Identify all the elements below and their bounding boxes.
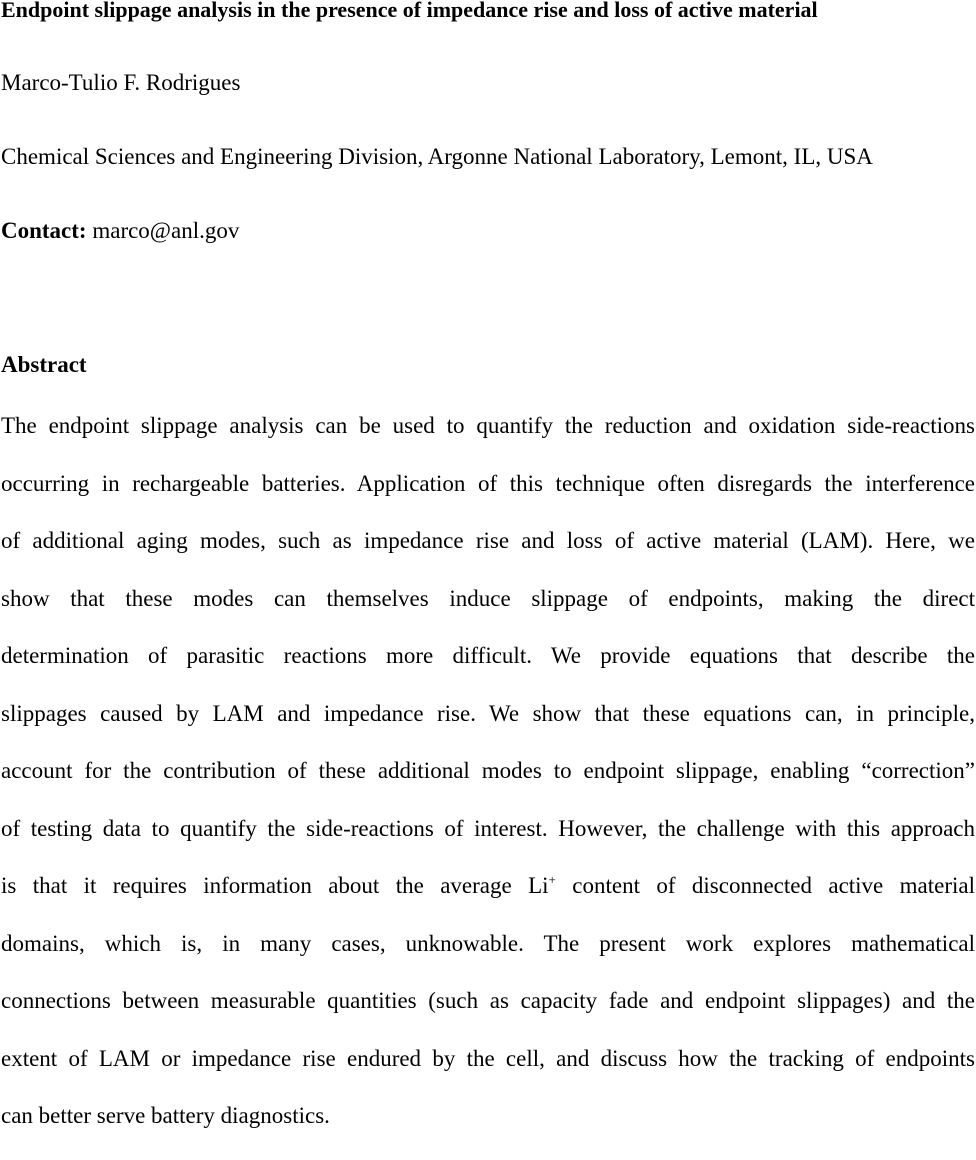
abstract-line-part: content of disconnected active material: [555, 873, 975, 898]
abstract-line: can better serve battery diagnostics.: [1, 1103, 330, 1128]
paper-title: Endpoint slippage analysis in the presence of impedance rise and loss of active material: [1, 0, 818, 22]
abstract-line: connections between measurable quantities (such as capacity fade and endpoint slippages) and the: [1, 988, 975, 1013]
abstract-line: occurring in rechargeable batteries. Application of this technique often disregards the interference: [1, 470, 975, 496]
author-affiliation: Chemical Sciences and Engineering Division, Argonne National Laboratory, Lemont, IL, USA: [1, 144, 873, 169]
abstract-line: show that these modes can themselves induce slippage of endpoints, making the direct: [1, 585, 975, 611]
abstract-line: slippages caused by LAM and impedance rise. We show that these equations can, in principle,: [1, 700, 975, 726]
author-name: Marco-Tulio F. Rodrigues: [1, 70, 241, 95]
abstract-line: of additional aging modes, such as impedance rise and loss of active material (LAM). Here, we: [1, 528, 975, 553]
contact-line: [1, 218, 239, 244]
abstract-line: determination of parasitic reactions more difficult. We provide equations that describe the: [1, 643, 975, 668]
abstract-line: domains, which is, in many cases, unknowable. The present work explores mathematical: [1, 930, 975, 956]
contact-email: marco@anl.gov: [92, 218, 240, 243]
contact-label: Contact:: [1, 218, 87, 243]
abstract-line: The endpoint slippage analysis can be used to quantify the reduction and oxidation side-reactions: [1, 413, 975, 438]
abstract-line-part: is that it requires information about the average Li: [1, 873, 549, 898]
abstract-line: account for the contribution of these additional modes to endpoint slippage, enabling “correction”: [1, 758, 975, 783]
abstract-line: extent of LAM or impedance rise endured by the cell, and discuss how the tracking of endpoints: [1, 1045, 975, 1071]
li-superscript: +: [548, 872, 556, 887]
abstract-heading: Abstract: [1, 352, 87, 377]
abstract-body: [1, 412, 975, 1160]
abstract-line: of testing data to quantify the side-reactions of interest. However, the challenge with this approach: [1, 815, 975, 841]
abstract-line-li-content: [1, 872, 975, 930]
